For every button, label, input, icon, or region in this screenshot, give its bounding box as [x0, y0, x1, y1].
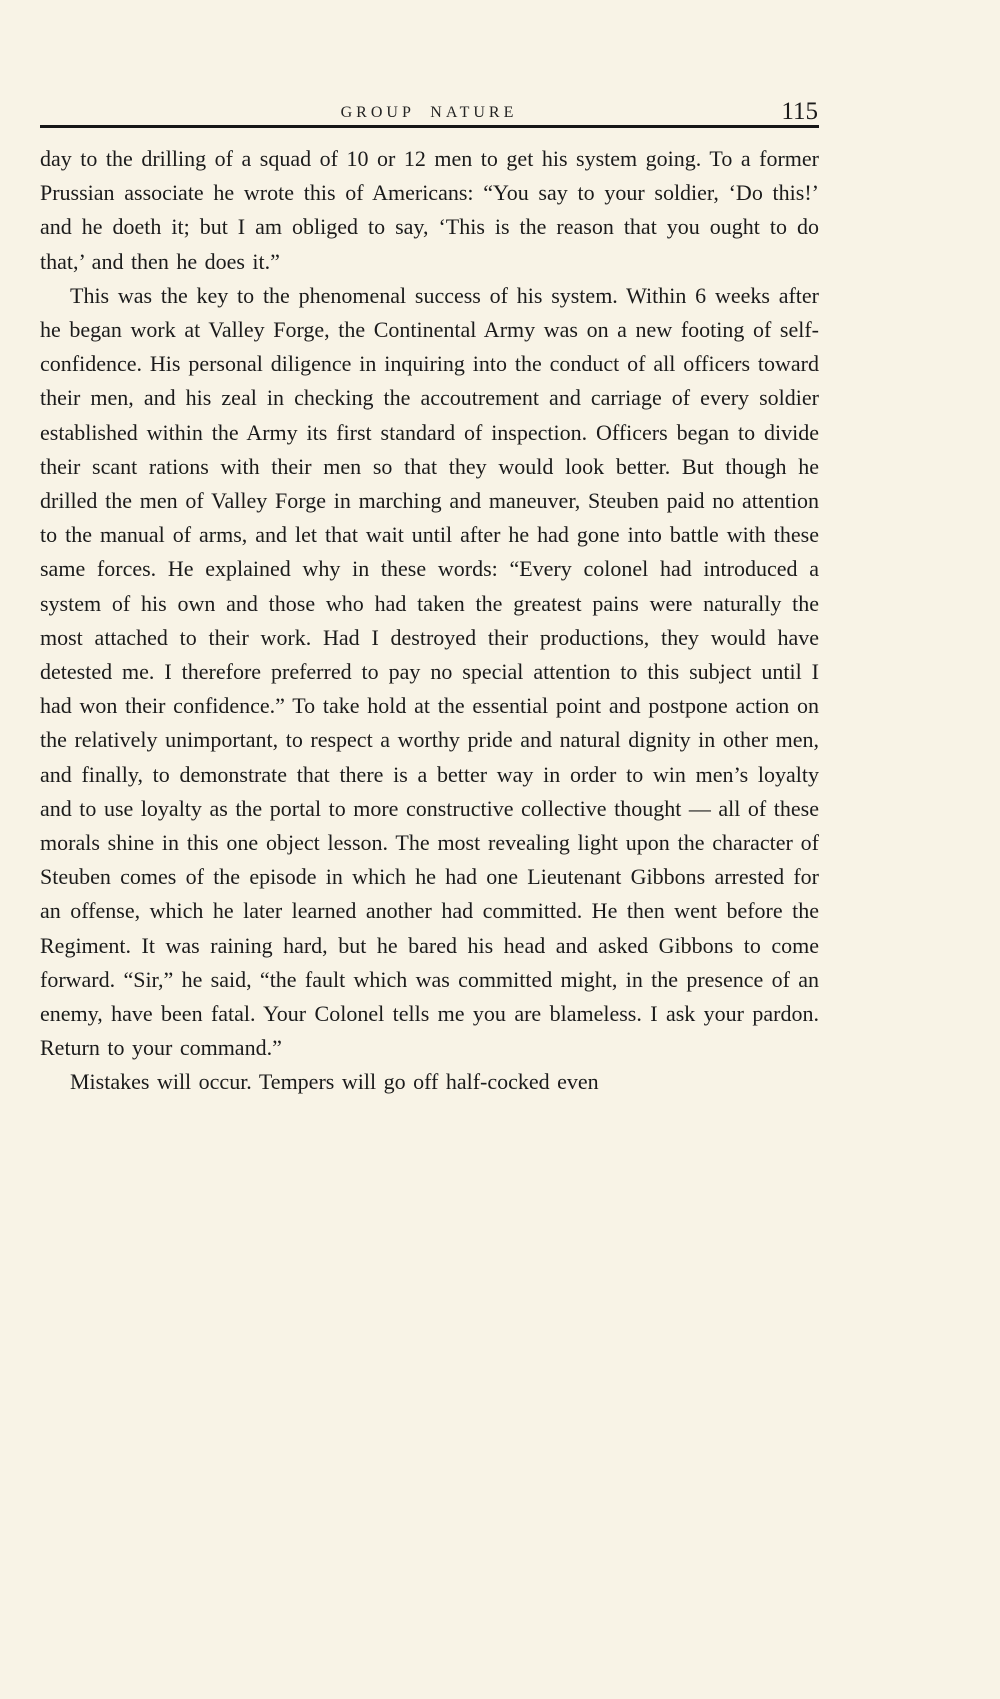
paragraph: day to the drilling of a squad of 10 or 12 men to get his system going. To a former Prussian associate he wrote this of Americans: “You say to your soldier, ‘Do this!’ and he doeth it; but I am obliged to say, ‘This is the reason that you ought to do that,’ and then he does it.”	[40, 146, 819, 274]
page-number: 115	[781, 98, 818, 125]
page-body	[40, 142, 819, 1100]
running-title: GROUP NATURE	[340, 104, 518, 121]
paragraph: This was the key to the phenomenal success of his system. Within 6 weeks after he began work at Valley Forge, the Continental Army was on a new footing of self-confidence. His personal diligence in inquiring into the conduct of all officers toward their men, and his zeal in checking the accoutrement and carriage of every soldier established within the Army its first standard of inspection. Officers began to divide their scant rations with their men so that they would look better. But though he drilled the men of Valley Forge in marching and maneuver, Steuben paid no attention to the manual of arms, and let that wait until after he had gone into battle with these same forces. He explained why in these words: “Every colonel had introduced a system of his own and those who had taken the greatest pains were naturally the most attached to their work. Had I destroyed their productions, they would have detested me. I therefore preferred to pay no special attention to this subject until I had won their confidence.” To take hold at the essential point and postpone action on the relatively unimportant, to respect a worthy pride and natural dignity in other men, and finally, to demonstrate that there is a better way in order to win men’s loyalty and to use loyalty as the portal to more constructive collective thought — all of these morals shine in this one object lesson. The most revealing light upon the character of Steuben comes of the episode in which he had one Lieutenant Gibbons arrested for an offense, which he later learned another had committed. He then went before the Regiment. It was raining hard, but he bared his head and asked Gibbons to come forward. “Sir,” he said, “the fault which was committed might, in the presence of an enemy, have been fatal. Your Colonel tells me you are blameless. I ask your pardon. Return to your command.”	[40, 282, 819, 1061]
paragraph: Mistakes will occur. Tempers will go off half-cocked even	[70, 1069, 599, 1095]
page-header	[40, 92, 818, 124]
header-rule	[40, 125, 819, 128]
